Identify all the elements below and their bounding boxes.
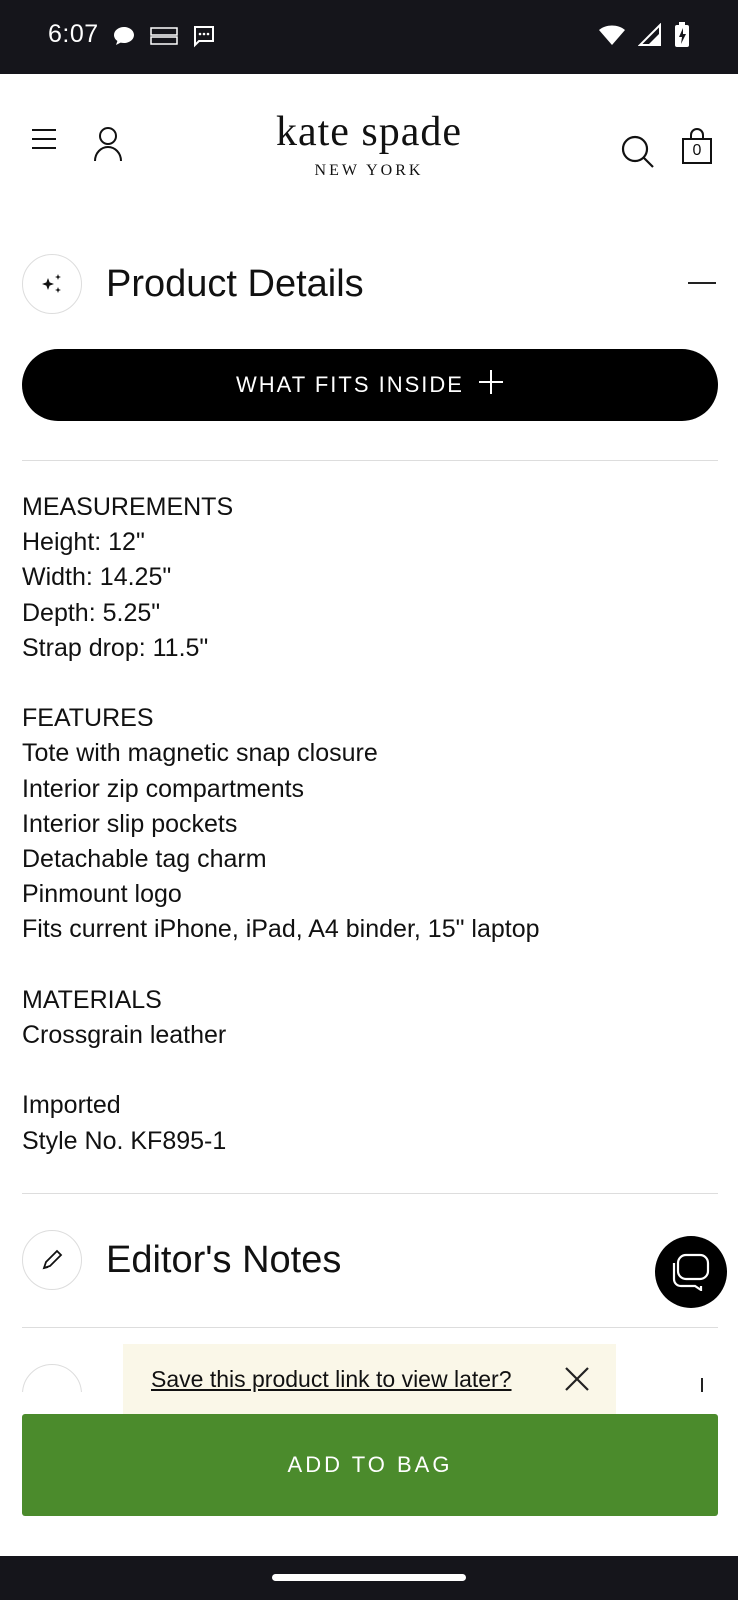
status-bar [0, 0, 738, 74]
notification-icons [112, 24, 216, 48]
detail-line: FEATURES [22, 704, 154, 733]
close-icon[interactable] [564, 1366, 590, 1392]
detail-line: MEASUREMENTS [22, 493, 234, 521]
spacer [22, 666, 718, 701]
detail-line: Pinmount logo [22, 880, 182, 909]
detail-line: Crossgrain leather [22, 1021, 227, 1050]
detail-line: Detachable tag charm [22, 845, 267, 874]
detail-line: Interior slip pockets [22, 809, 238, 838]
detail-line: Style No. KF895-1 [22, 1126, 227, 1155]
divider [22, 460, 718, 461]
battery-icon [674, 22, 690, 48]
site-header [0, 74, 738, 224]
detail-line: Strap drop: 11.5" [22, 633, 209, 662]
spacer [22, 948, 718, 983]
divider [22, 1193, 718, 1194]
product-details-header[interactable] [22, 254, 716, 314]
divider [22, 1327, 718, 1328]
editors-notes-title: Editor's Notes [106, 1238, 342, 1281]
detail-line: Tote with magnetic snap closure [22, 739, 378, 768]
signal-icon [638, 23, 662, 47]
detail-line: Depth: 5.25" [22, 598, 161, 627]
search-icon[interactable] [620, 134, 656, 170]
system-icons [598, 22, 690, 48]
detail-line: Imported [22, 1091, 121, 1120]
brand-name: kate spade [275, 109, 463, 155]
chat-support-button[interactable] [655, 1236, 727, 1308]
save-link-toast [123, 1344, 616, 1414]
detail-line: Height: 12" [22, 528, 145, 557]
chat-notification-icon [112, 24, 136, 48]
product-details-body [22, 490, 718, 1159]
shopping-bag-icon[interactable] [680, 126, 714, 166]
next-section-icon[interactable] [22, 1364, 82, 1394]
message-icon [192, 24, 216, 48]
pencil-icon [22, 1230, 82, 1290]
chat-icon [671, 1253, 711, 1291]
save-link[interactable]: Save this product link to view later? [151, 1365, 512, 1392]
brand-subtitle: NEW YORK [314, 162, 424, 179]
home-handle[interactable] [272, 1574, 466, 1581]
status-time: 6:07 [48, 20, 99, 48]
collapse-icon[interactable] [688, 282, 716, 284]
sparkle-icon [22, 254, 82, 314]
temu-icon [150, 26, 178, 46]
spacer [22, 1053, 718, 1088]
what-fits-inside-button[interactable] [22, 349, 718, 421]
editors-notes-header[interactable] [22, 1230, 716, 1290]
bag-count: 0 [692, 142, 702, 159]
what-fits-inside-label: WHAT FITS INSIDE [236, 372, 464, 397]
system-nav-bar [0, 1556, 738, 1600]
add-to-bag-button[interactable]: ADD TO BAG [22, 1414, 718, 1516]
detail-line: Interior zip compartments [22, 774, 305, 803]
detail-line: Width: 14.25" [22, 563, 172, 592]
plus-icon [478, 369, 504, 401]
detail-line: MATERIALS [22, 985, 162, 1014]
wifi-icon [598, 23, 626, 47]
detail-line: Fits current iPhone, iPad, A4 binder, 15" laptop [22, 915, 540, 944]
product-details-title: Product Details [106, 262, 364, 305]
